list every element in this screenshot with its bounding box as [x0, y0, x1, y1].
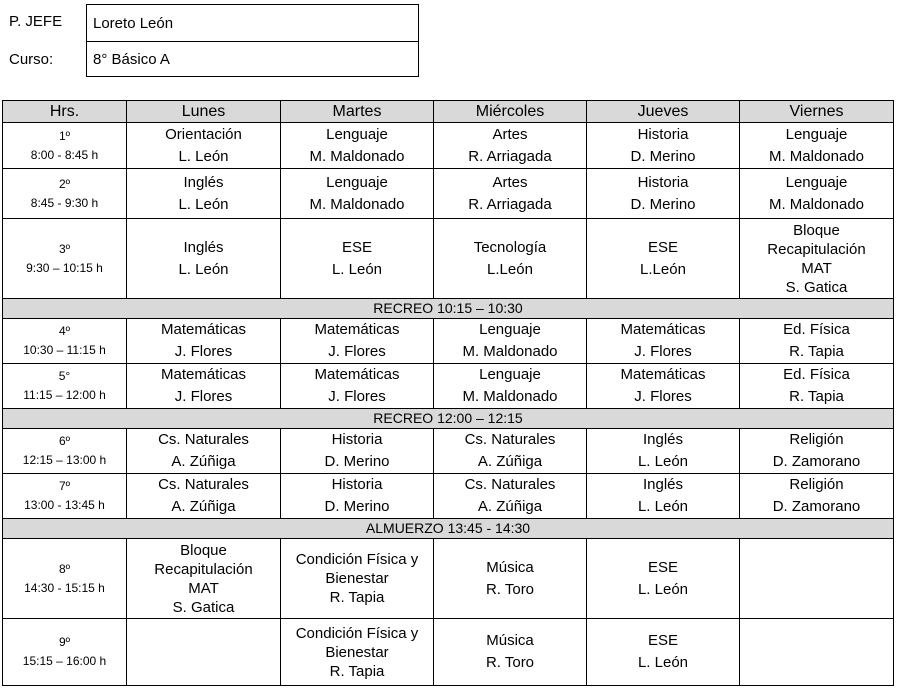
teacher-name: J. Flores	[328, 388, 386, 405]
class-cell	[740, 619, 894, 686]
teacher-name: R. Tapia	[329, 662, 385, 680]
class-cell	[127, 123, 281, 169]
class-cell	[434, 364, 587, 409]
period-number: 2º	[58, 176, 71, 191]
subject-name: Inglés	[183, 238, 224, 256]
period-time: 14:30 - 15:15 h	[24, 580, 105, 595]
class-cell	[740, 539, 894, 619]
break-row	[3, 519, 894, 539]
column-header: Hrs.	[3, 101, 127, 123]
period-time: 9:30 – 10:15 h	[26, 260, 103, 275]
teacher-name: R. Toro	[485, 654, 535, 671]
period-cell	[3, 364, 127, 409]
schedule-header-row	[3, 101, 894, 123]
period-time: 10:30 – 11:15 h	[23, 343, 106, 357]
subject-name: Matemáticas	[314, 366, 400, 383]
period-cell	[3, 169, 127, 219]
subject-name: Tecnología	[473, 238, 547, 256]
column-header: Martes	[281, 101, 434, 123]
class-cell	[281, 429, 434, 474]
header-info-box	[86, 4, 419, 77]
class-cell	[127, 619, 281, 686]
subject-name: Bloque	[793, 221, 840, 239]
period-cell	[3, 539, 127, 619]
teacher-name: D. Merino	[324, 498, 390, 515]
period-row	[3, 219, 894, 299]
subject-name: Ed. Física	[783, 321, 850, 338]
period-row	[3, 364, 894, 409]
teacher-name: J. Flores	[634, 343, 692, 360]
period-cell	[3, 219, 127, 299]
subject-name: ESE	[647, 558, 678, 576]
schedule-table	[2, 100, 894, 686]
teacher-name: L. León	[637, 453, 689, 470]
teacher-name: J. Flores	[174, 343, 233, 360]
period-number: 9º	[58, 635, 71, 649]
teacher-name: D. Zamorano	[772, 453, 861, 470]
break-row	[3, 409, 894, 429]
subject-name: Lenguaje	[326, 125, 388, 143]
teacher-name: J. Flores	[328, 343, 386, 360]
teacher-name: M. Maldonado	[309, 195, 405, 213]
subject-name: Matemáticas	[620, 321, 706, 338]
class-cell	[587, 429, 740, 474]
class-cell	[740, 429, 894, 474]
period-row	[3, 429, 894, 474]
subject-name: MAT	[801, 259, 832, 277]
period-cell	[3, 619, 127, 686]
teacher-name: R. Arriagada	[468, 195, 552, 213]
class-cell	[127, 429, 281, 474]
class-cell	[587, 364, 740, 409]
subject-name: Historia	[637, 173, 689, 191]
period-time: 8:00 - 8:45 h	[30, 147, 99, 162]
subject-name: Religión	[789, 431, 844, 448]
break-row	[3, 299, 894, 319]
period-cell	[3, 123, 127, 169]
teacher-name: S. Gatica	[785, 278, 848, 296]
subject-name: Inglés	[183, 173, 224, 191]
period-cell	[3, 319, 127, 364]
class-cell	[587, 539, 740, 619]
period-time: 15:15 – 16:00 h	[22, 654, 107, 668]
class-cell	[127, 169, 281, 219]
teacher-name: L. León	[637, 580, 689, 598]
teacher-name: L.León	[487, 260, 533, 278]
subject-name: Cs. Naturales	[158, 431, 249, 448]
subject-name: Matemáticas	[620, 366, 706, 383]
subject-name: Inglés	[642, 431, 684, 448]
subject-name: ESE	[647, 632, 678, 649]
period-number: 1º	[58, 128, 71, 143]
subject-name: Ed. Física	[783, 366, 850, 383]
column-header: Viernes	[740, 101, 894, 123]
teacher-name: J. Flores	[174, 388, 233, 405]
break-label: ALMUERZO 13:45 - 14:30	[3, 519, 894, 539]
teacher-name: M. Maldonado	[309, 147, 405, 165]
teacher-name: L. León	[331, 260, 383, 278]
class-cell	[127, 319, 281, 364]
subject-name: Historia	[331, 431, 383, 448]
class-cell	[281, 319, 434, 364]
class-cell	[281, 219, 434, 299]
class-cell	[740, 169, 894, 219]
subject-name: Bienestar	[325, 643, 389, 661]
subject-name: Bienestar	[325, 570, 389, 587]
subject-name: Lenguaje	[326, 173, 388, 191]
subject-name: Historia	[331, 476, 383, 493]
teacher-name: M. Maldonado	[462, 388, 558, 405]
subject-name: Lenguaje	[785, 125, 848, 143]
class-cell	[740, 219, 894, 299]
subject-name: Bloque	[180, 541, 227, 559]
subject-name: Música	[486, 558, 534, 576]
teacher-name: L. León	[637, 654, 689, 671]
class-cell	[281, 539, 434, 619]
teacher-name: A. Zúñiga	[171, 453, 236, 470]
subject-name: Inglés	[642, 476, 684, 493]
teacher-name: A. Zúñiga	[171, 498, 236, 515]
class-cell	[127, 364, 281, 409]
class-cell	[127, 474, 281, 519]
subject-name: Cs. Naturales	[464, 476, 556, 493]
teacher-name: R. Tapia	[329, 589, 385, 606]
subject-name: Cs. Naturales	[464, 431, 556, 448]
column-header: Lunes	[127, 101, 281, 123]
class-cell	[740, 123, 894, 169]
subject-name: Matemáticas	[160, 321, 247, 338]
column-header: Jueves	[587, 101, 740, 123]
period-time: 8:45 - 9:30 h	[30, 195, 99, 210]
teacher-name: S. Gatica	[172, 598, 235, 616]
class-cell	[434, 539, 587, 619]
pjefe-value: Loreto León	[93, 14, 174, 32]
teacher-name: A. Zúñiga	[477, 498, 543, 515]
curso-value: 8° Básico A	[87, 41, 418, 77]
subject-name: Artes	[492, 173, 528, 191]
period-time: 11:15 – 12:00 h	[23, 388, 106, 402]
subject-name: MAT	[188, 579, 219, 597]
teacher-name: L.León	[640, 260, 686, 278]
subject-name: Música	[486, 632, 534, 649]
subject-name: Artes	[492, 125, 528, 143]
teacher-name: D. Merino	[324, 453, 390, 470]
teacher-name: L. León	[637, 498, 689, 515]
period-cell	[3, 429, 127, 474]
class-cell	[434, 319, 587, 364]
class-cell	[127, 539, 281, 619]
teacher-name: R. Tapia	[789, 343, 844, 360]
schedule-body	[3, 123, 894, 686]
teacher-name: M. Maldonado	[768, 195, 865, 213]
period-row	[3, 474, 894, 519]
period-number: 6º	[58, 434, 71, 448]
pjefe-label: P. JEFE	[9, 13, 63, 30]
subject-name: ESE	[341, 238, 372, 256]
period-number: 4º	[58, 324, 71, 338]
class-cell	[281, 169, 434, 219]
period-number: 5°	[58, 369, 71, 383]
class-cell	[740, 364, 894, 409]
subject-name: Lenguaje	[479, 321, 541, 338]
class-cell	[434, 619, 587, 686]
period-time: 13:00 - 13:45 h	[24, 498, 105, 512]
class-cell	[740, 319, 894, 364]
class-cell	[587, 219, 740, 299]
teacher-name: A. Zúñiga	[477, 453, 543, 470]
period-row	[3, 319, 894, 364]
subject-name: Historia	[637, 125, 689, 143]
period-time: 12:15 – 13:00 h	[22, 453, 107, 467]
class-cell	[587, 474, 740, 519]
class-cell	[127, 219, 281, 299]
class-cell	[281, 619, 434, 686]
subject-name: Lenguaje	[479, 366, 541, 383]
period-cell	[3, 474, 127, 519]
period-number: 3º	[58, 241, 71, 256]
curso-label: Curso:	[9, 51, 54, 68]
break-label: RECREO 12:00 – 12:15	[3, 409, 894, 429]
class-cell	[587, 619, 740, 686]
teacher-name: R. Arriagada	[468, 147, 552, 165]
class-cell	[281, 474, 434, 519]
subject-name: Lenguaje	[785, 173, 848, 191]
column-header: Miércoles	[434, 101, 587, 123]
period-number: 7º	[58, 479, 71, 493]
subject-name: Religión	[789, 476, 844, 493]
subject-name: Matemáticas	[314, 321, 400, 338]
subject-name: Matemáticas	[160, 366, 247, 383]
teacher-name: R. Tapia	[789, 388, 844, 405]
class-cell	[587, 123, 740, 169]
teacher-name: D. Zamorano	[772, 498, 861, 515]
teacher-name: M. Maldonado	[768, 147, 865, 165]
class-cell	[434, 219, 587, 299]
class-cell	[740, 474, 894, 519]
class-cell	[434, 123, 587, 169]
period-row	[3, 123, 894, 169]
period-number: 8º	[58, 561, 71, 576]
teacher-name: L. León	[178, 147, 229, 165]
class-cell	[281, 364, 434, 409]
break-label: RECREO 10:15 – 10:30	[3, 299, 894, 319]
teacher-name: R. Toro	[485, 580, 535, 598]
class-cell	[434, 429, 587, 474]
period-row	[3, 539, 894, 619]
teacher-name: D. Merino	[630, 147, 696, 165]
subject-name: Orientación	[165, 125, 242, 143]
subject-name: ESE	[647, 238, 678, 256]
teacher-name: L. León	[178, 260, 229, 278]
teacher-name: D. Merino	[630, 195, 696, 213]
subject-name: Recapitulación	[154, 560, 253, 578]
teacher-name: J. Flores	[634, 388, 692, 405]
teacher-name: L. León	[178, 195, 229, 213]
class-cell	[587, 319, 740, 364]
period-row	[3, 169, 894, 219]
class-cell	[587, 169, 740, 219]
class-cell	[281, 123, 434, 169]
subject-name: Condición Física y	[295, 551, 419, 568]
subject-name: Condición Física y	[295, 624, 419, 642]
class-cell	[434, 474, 587, 519]
period-row	[3, 619, 894, 686]
subject-name: Recapitulación	[767, 240, 866, 258]
teacher-name: M. Maldonado	[462, 343, 558, 360]
subject-name: Cs. Naturales	[158, 476, 249, 493]
class-cell	[434, 169, 587, 219]
